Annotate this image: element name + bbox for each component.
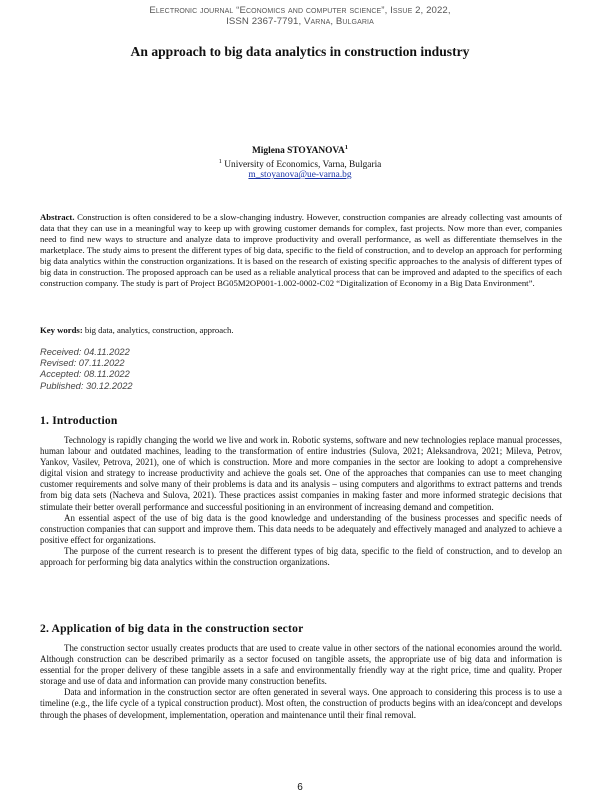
date-published: Published: 30.12.2022 — [40, 380, 133, 391]
journal-header-line2: ISSN 2367-7791, Varna, Bulgaria — [226, 16, 374, 27]
page-number: 6 — [297, 782, 303, 793]
paper-title: An approach to big data analytics in construction industry — [130, 44, 470, 59]
paragraph: Technology is rapidly changing the world we live and work in. Robotic systems, software and new technologies replace manual processes, human labour and outdated machines, leading to the transformation of entire industries (Sulova, 2021; Aleksandrova, 2021; Mileva, Petrov, Yankov, Vasilev, Petrova, 2021), one of which is construction. More and more companies in the sector are looking to adopt a comprehensive digital vision and strategy to increase productivity and achieve the goals set. One of the approaches that companies can use to meet changing customer requirements and solve many of their problems is data and its analysis – using computers and algorithms to extract patterns and trends from big data sets (Nacheva and Sulova, 2021). These practices assist companies in making faster and more informed strategic decisions that stimulate their better overall performance and successful positioning in an environment of increasing demand and competition. — [40, 435, 562, 512]
affiliation-superscript: 1 — [218, 158, 222, 165]
journal-header-line1: Electronic journal “Economics and computer science”, Issue 2, 2022, — [149, 5, 451, 16]
section-heading-introduction: 1. Introduction — [40, 414, 118, 427]
abstract-text: Construction is often considered to be a slow-changing industry. However, construction companies are already collecting vast amounts of data that they can use in a meaningful way to keep up with growing customer demands for complex, fast projects. Now more than ever, companies need to find new ways to structure and analyze data to improve productivity and overall performance, as well as differentiate themselves in the marketplace. The study aims to present the different types of big data, specific to the field of construction, and to develop an approach for performing big data analytics within the construction organizations. It is based on the research of existing specific approaches to the analysis of different types of big data in construction. The proposed approach can be used as a reliable analytical process that can be improved and adapted to the specifics of each construction company. The study is part of Project BG05M2OP001-1.002-0002-C02 “Digitalization of Economy in a Big Data Environment”. — [40, 212, 563, 288]
author-superscript: 1 — [344, 144, 349, 151]
author-block — [0, 144, 600, 156]
keywords — [40, 325, 562, 336]
abstract — [40, 212, 562, 289]
paragraph: An essential aspect of the use of big data is the good knowledge and understanding of the business processes and specific needs of construction companies that can support and improve them. This data needs to be adequately and effectively managed and analyzed to achieve a positive effect for organizations. — [40, 512, 562, 545]
affiliation-block — [0, 158, 600, 170]
keywords-label: Key words: — [40, 325, 83, 335]
date-received: Received: 04.11.2022 — [40, 347, 130, 357]
paragraph: The construction sector usually creates products that are used to create value in other sectors of the national economies around the world. Although construction can be described primarily as a sector focused on tangible assets, the appropriate use of big data and information is essential for the proper delivery of these tangible assets in a safe and environmentally friendly way at the right price, time and quality. Proper storage and use of data and information can provide many construction benefits. — [40, 643, 562, 687]
keywords-text: big data, analytics, construction, approach. — [84, 325, 234, 335]
section-application-body — [40, 643, 562, 721]
section-introduction-body — [40, 435, 562, 568]
section-heading-application: 2. Application of big data in the construction sector — [40, 622, 304, 635]
author-name: Miglena STOYANOVA — [251, 146, 345, 157]
date-revised: Revised: 07.11.2022 — [40, 358, 125, 369]
publication-dates — [40, 347, 133, 392]
abstract-label: Abstract. — [40, 212, 75, 222]
affiliation: University of Economics, Varna, Bulgaria — [224, 160, 382, 171]
date-accepted: Accepted: 08.11.2022 — [40, 369, 130, 380]
paragraph: The purpose of the current research is to present the different types of big data, specific to the field of construction, and to develop an approach for performing big data analytics within the construction organizations. — [40, 545, 562, 568]
paragraph: Data and information in the construction sector are often generated in several ways. One approach to considering this process is to use a timeline (e.g., the life cycle of a typical construction product). Most often, the construction of products begins with an idea/concept and develops through the phases of development, implementation, operation and maintenance until their final removal. — [40, 687, 562, 720]
author-email-link[interactable]: m_stoyanova@ue-varna.bg — [248, 170, 352, 180]
